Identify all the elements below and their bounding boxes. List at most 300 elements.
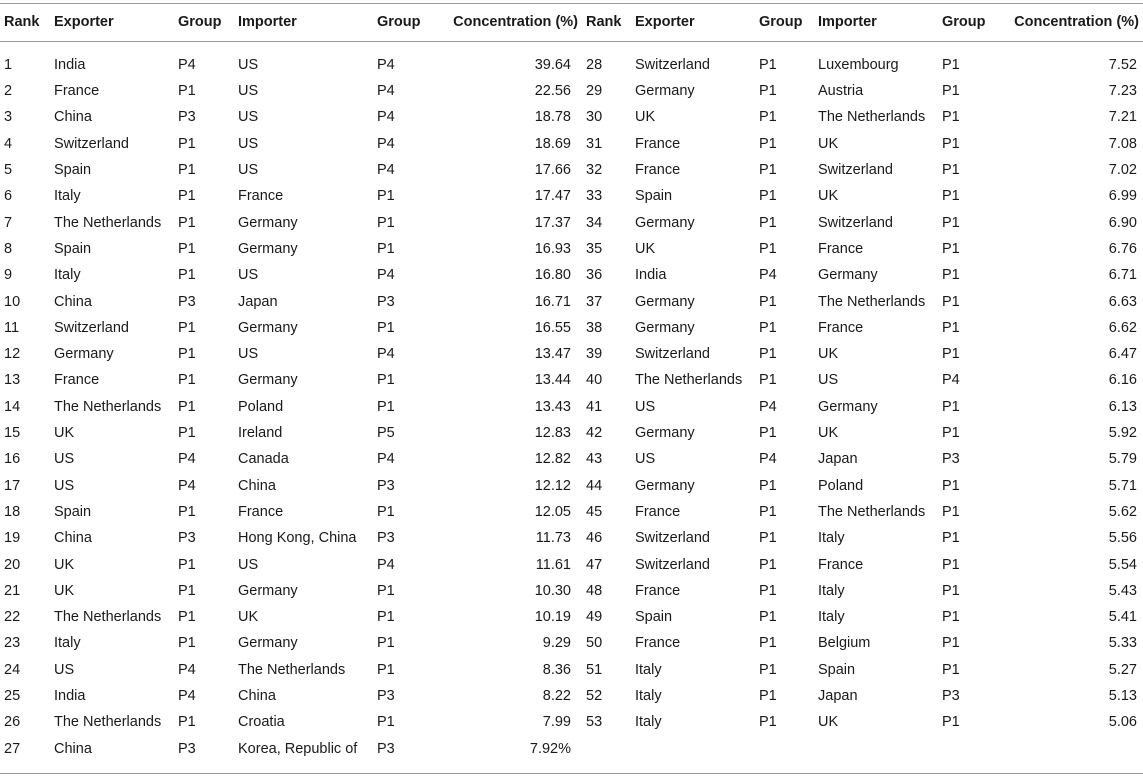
cell-right-concentration: 5.41 — [1108, 609, 1137, 626]
cell-right-rank: 30 — [586, 109, 603, 126]
cell-right-importer-group: P1 — [942, 530, 960, 547]
cell-left-rank: 16 — [4, 451, 21, 468]
col-header-exporter-group-2: Group — [759, 14, 803, 30]
cell-left-rank: 11 — [4, 319, 20, 336]
cell-left-rank: 17 — [4, 477, 21, 494]
cell-right-importer: The Netherlands — [818, 109, 926, 126]
cell-left-concentration: 39.64 — [534, 56, 571, 73]
cell-left-exporter: Italy — [54, 267, 81, 284]
cell-right-exporter-group: P1 — [759, 162, 777, 179]
cell-right-exporter: Germany — [635, 425, 695, 442]
cell-left-exporter: US — [54, 451, 75, 468]
cell-right-exporter-group: P1 — [759, 240, 777, 257]
cell-left-concentration: 16.71 — [534, 293, 571, 310]
cell-left-importer: US — [238, 556, 259, 573]
cell-right-exporter-group: P1 — [759, 346, 777, 363]
cell-right-exporter: Italy — [635, 714, 662, 731]
cell-right-rank: 53 — [586, 714, 603, 731]
table-row — [0, 157, 1143, 183]
cell-right-rank: 46 — [586, 530, 603, 547]
cell-right-concentration — [998, 736, 1143, 762]
cell-right-importer-group — [938, 736, 998, 762]
cell-left-concentration: 7.99 — [542, 714, 571, 731]
cell-right-concentration: 5.71 — [1108, 477, 1137, 494]
cell-right-importer: France — [818, 319, 864, 336]
cell-right-concentration: 6.13 — [1108, 398, 1137, 415]
cell-left-concentration: 7.92% — [529, 740, 571, 757]
concentration-table — [0, 4, 1143, 762]
cell-right-importer: Luxembourg — [818, 56, 899, 73]
cell-left-importer: Germany — [238, 582, 298, 599]
cell-left-exporter: The Netherlands — [54, 398, 162, 415]
cell-left-concentration: 16.80 — [534, 267, 571, 284]
cell-right-exporter-group: P1 — [759, 135, 777, 152]
bottom-rule — [0, 773, 1143, 774]
cell-left-exporter-group: P1 — [178, 346, 196, 363]
cell-left-exporter: UK — [54, 556, 75, 573]
cell-right-exporter: The Netherlands — [635, 372, 743, 389]
cell-right-exporter: Switzerland — [635, 556, 710, 573]
cell-right-rank: 49 — [586, 609, 603, 626]
cell-right-exporter: UK — [635, 240, 656, 257]
table-row — [0, 105, 1143, 131]
cell-left-importer-group: P1 — [377, 240, 395, 257]
cell-left-exporter-group: P4 — [178, 688, 196, 705]
cell-right-exporter: Switzerland — [635, 56, 710, 73]
cell-right-importer-group: P1 — [942, 56, 960, 73]
cell-left-importer-group: P1 — [377, 319, 395, 336]
cell-left-exporter-group: P3 — [178, 530, 196, 547]
cell-right-importer: France — [818, 556, 864, 573]
cell-left-exporter-group: P3 — [178, 740, 196, 757]
cell-left-importer: Hong Kong, China — [238, 530, 357, 547]
cell-left-concentration: 17.37 — [534, 214, 571, 231]
table-row — [0, 131, 1143, 157]
cell-right-exporter: Switzerland — [635, 346, 710, 363]
col-header-rank: Rank — [4, 14, 40, 30]
cell-left-exporter: Switzerland — [54, 135, 129, 152]
cell-right-importer: Poland — [818, 477, 864, 494]
table-row — [0, 78, 1143, 104]
cell-right-concentration: 5.27 — [1108, 661, 1137, 678]
cell-right-importer: UK — [818, 135, 839, 152]
cell-right-importer-group: P1 — [942, 477, 960, 494]
cell-right-concentration: 6.47 — [1108, 346, 1137, 363]
cell-right-concentration: 5.54 — [1108, 556, 1137, 573]
cell-right-exporter-group: P1 — [759, 214, 777, 231]
cell-left-exporter: France — [54, 83, 100, 100]
cell-right-rank: 45 — [586, 503, 603, 520]
cell-left-exporter-group: P1 — [178, 635, 196, 652]
table-row — [0, 473, 1143, 499]
cell-left-importer-group: P1 — [377, 214, 395, 231]
cell-right-importer-group: P1 — [942, 503, 960, 520]
cell-left-importer-group: P4 — [377, 109, 395, 126]
col-header-exporter-group: Group — [178, 14, 222, 30]
cell-right-exporter-group — [755, 736, 814, 762]
cell-left-concentration: 16.93 — [534, 240, 571, 257]
cell-right-importer: Germany — [818, 267, 878, 284]
col-header-importer-2: Importer — [818, 14, 877, 30]
cell-right-importer-group: P1 — [942, 293, 960, 310]
table-row — [0, 262, 1143, 288]
cell-right-concentration: 6.99 — [1108, 188, 1137, 205]
cell-right-concentration: 6.71 — [1108, 267, 1137, 284]
cell-left-rank: 22 — [4, 609, 21, 626]
cell-right-exporter: Germany — [635, 214, 695, 231]
cell-right-importer: Switzerland — [818, 214, 893, 231]
cell-left-rank: 26 — [4, 714, 21, 731]
cell-right-rank: 50 — [586, 635, 603, 652]
cell-left-importer: Korea, Republic of — [238, 740, 358, 757]
cell-left-concentration: 17.66 — [534, 162, 571, 179]
cell-left-exporter-group: P4 — [178, 56, 196, 73]
cell-right-exporter — [631, 736, 755, 762]
cell-left-exporter: Spain — [54, 162, 92, 179]
cell-right-exporter: Switzerland — [635, 530, 710, 547]
cell-right-importer-group: P3 — [942, 451, 960, 468]
cell-right-exporter-group: P1 — [759, 635, 777, 652]
cell-right-exporter: France — [635, 582, 681, 599]
cell-right-exporter: UK — [635, 109, 656, 126]
cell-left-importer: Croatia — [238, 714, 285, 731]
cell-right-importer-group: P1 — [942, 162, 960, 179]
cell-right-exporter: US — [635, 451, 656, 468]
table-row — [0, 289, 1143, 315]
cell-right-exporter-group: P1 — [759, 609, 777, 626]
cell-right-exporter: Germany — [635, 83, 695, 100]
cell-right-concentration: 5.92 — [1108, 425, 1137, 442]
cell-right-rank: 36 — [586, 267, 603, 284]
cell-right-importer-group: P1 — [942, 135, 960, 152]
cell-left-exporter: Spain — [54, 503, 92, 520]
cell-left-importer-group: P3 — [377, 293, 395, 310]
cell-right-importer-group: P1 — [942, 109, 960, 126]
cell-right-importer-group: P1 — [942, 240, 960, 257]
cell-left-exporter-group: P1 — [178, 319, 196, 336]
header-row — [0, 4, 1143, 40]
cell-right-importer: Spain — [818, 661, 856, 678]
cell-left-concentration: 16.55 — [534, 319, 571, 336]
cell-left-importer-group: P1 — [377, 188, 395, 205]
cell-right-rank: 37 — [586, 293, 603, 310]
cell-right-concentration: 7.52 — [1108, 56, 1137, 73]
cell-right-exporter-group: P1 — [759, 293, 777, 310]
cell-right-rank: 44 — [586, 477, 603, 494]
cell-left-exporter: Italy — [54, 188, 81, 205]
cell-right-concentration: 5.06 — [1108, 714, 1137, 731]
cell-left-importer-group: P1 — [377, 372, 395, 389]
cell-right-exporter: Italy — [635, 688, 662, 705]
cell-right-concentration: 5.13 — [1108, 688, 1137, 705]
cell-left-importer-group: P4 — [377, 556, 395, 573]
cell-right-exporter-group: P1 — [759, 530, 777, 547]
cell-right-importer-group: P1 — [942, 425, 960, 442]
table-row — [0, 341, 1143, 367]
cell-right-importer-group: P1 — [942, 267, 960, 284]
cell-left-concentration: 18.69 — [534, 135, 571, 152]
cell-left-exporter-group: P1 — [178, 162, 196, 179]
cell-left-concentration: 22.56 — [534, 83, 571, 100]
cell-left-concentration: 13.47 — [534, 346, 571, 363]
cell-left-importer: US — [238, 135, 259, 152]
cell-right-rank — [582, 736, 631, 762]
table-row — [0, 446, 1143, 472]
cell-right-importer: Japan — [818, 451, 858, 468]
cell-left-importer-group: P4 — [377, 162, 395, 179]
cell-right-importer-group: P1 — [942, 582, 960, 599]
cell-left-rank: 23 — [4, 635, 21, 652]
cell-left-importer-group: P4 — [377, 346, 395, 363]
cell-right-exporter: India — [635, 267, 667, 284]
cell-right-importer — [814, 736, 938, 762]
table-row — [0, 578, 1143, 604]
col-header-exporter: Exporter — [54, 14, 114, 30]
cell-right-importer: The Netherlands — [818, 293, 926, 310]
cell-right-exporter: US — [635, 398, 656, 415]
cell-left-exporter-group: P1 — [178, 609, 196, 626]
cell-right-importer-group: P3 — [942, 688, 960, 705]
cell-right-importer: Japan — [818, 688, 858, 705]
cell-left-exporter: The Netherlands — [54, 714, 162, 731]
cell-right-rank: 40 — [586, 372, 603, 389]
cell-left-exporter-group: P1 — [178, 267, 196, 284]
cell-left-importer-group: P3 — [377, 530, 395, 547]
cell-left-exporter: Switzerland — [54, 319, 129, 336]
cell-left-rank: 19 — [4, 530, 21, 547]
cell-left-rank: 21 — [4, 582, 21, 599]
table-row — [0, 499, 1143, 525]
cell-right-exporter-group: P1 — [759, 83, 777, 100]
cell-left-exporter: Germany — [54, 346, 114, 363]
cell-right-importer-group: P1 — [942, 661, 960, 678]
cell-right-exporter-group: P1 — [759, 188, 777, 205]
cell-left-exporter: Italy — [54, 635, 81, 652]
table-row — [0, 631, 1143, 657]
cell-left-concentration: 17.47 — [534, 188, 571, 205]
cell-left-exporter: The Netherlands — [54, 214, 162, 231]
table-row — [0, 315, 1143, 341]
cell-right-importer: UK — [818, 346, 839, 363]
cell-right-concentration: 5.33 — [1108, 635, 1137, 652]
cell-left-exporter: France — [54, 372, 100, 389]
col-header-importer: Importer — [238, 14, 297, 30]
cell-right-exporter: Italy — [635, 661, 662, 678]
cell-left-exporter-group: P3 — [178, 109, 196, 126]
cell-left-importer: US — [238, 162, 259, 179]
cell-left-exporter: UK — [54, 582, 75, 599]
cell-left-exporter: China — [54, 293, 92, 310]
cell-left-exporter: India — [54, 688, 86, 705]
cell-right-exporter: Spain — [635, 188, 673, 205]
cell-right-exporter-group: P1 — [759, 372, 777, 389]
cell-right-exporter: Germany — [635, 477, 695, 494]
cell-left-exporter-group: P1 — [178, 582, 196, 599]
cell-left-exporter-group: P3 — [178, 293, 196, 310]
cell-right-exporter: France — [635, 635, 681, 652]
cell-right-rank: 51 — [586, 661, 603, 678]
cell-left-importer: Germany — [238, 635, 298, 652]
cell-right-concentration: 5.43 — [1108, 582, 1137, 599]
cell-right-exporter-group: P1 — [759, 477, 777, 494]
cell-left-exporter-group: P1 — [178, 372, 196, 389]
cell-left-importer-group: P3 — [377, 740, 395, 757]
cell-right-importer: France — [818, 240, 864, 257]
cell-left-exporter-group: P1 — [178, 556, 196, 573]
cell-left-importer-group: P3 — [377, 688, 395, 705]
cell-left-rank: 3 — [4, 109, 13, 126]
cell-right-rank: 28 — [586, 56, 603, 73]
cell-right-rank: 48 — [586, 582, 603, 599]
table-row — [0, 210, 1143, 236]
cell-right-exporter-group: P4 — [759, 398, 777, 415]
cell-left-rank: 10 — [4, 293, 21, 310]
cell-left-importer: UK — [238, 609, 259, 626]
cell-right-importer-group: P1 — [942, 556, 960, 573]
cell-left-rank: 4 — [4, 135, 13, 152]
cell-left-concentration: 8.22 — [542, 688, 571, 705]
cell-left-importer: Japan — [238, 293, 278, 310]
cell-left-importer: Canada — [238, 451, 289, 468]
cell-left-importer-group: P1 — [377, 661, 395, 678]
cell-left-importer: Germany — [238, 214, 298, 231]
cell-right-rank: 31 — [586, 135, 603, 152]
cell-right-importer: US — [818, 372, 839, 389]
cell-left-exporter-group: P1 — [178, 398, 196, 415]
table-row — [0, 368, 1143, 394]
cell-left-exporter: China — [54, 530, 92, 547]
cell-left-exporter: US — [54, 477, 75, 494]
col-header-importer-group: Group — [377, 14, 421, 30]
cell-left-importer-group: P4 — [377, 451, 395, 468]
cell-right-importer: Italy — [818, 609, 845, 626]
cell-left-importer: US — [238, 109, 259, 126]
cell-right-importer-group: P1 — [942, 398, 960, 415]
table-body — [0, 40, 1143, 762]
cell-left-exporter-group: P1 — [178, 425, 196, 442]
cell-left-importer-group: P1 — [377, 609, 395, 626]
cell-right-concentration: 6.90 — [1108, 214, 1137, 231]
cell-left-concentration: 10.30 — [534, 582, 571, 599]
cell-left-importer: China — [238, 477, 276, 494]
table-row — [0, 736, 1143, 762]
cell-left-importer: Germany — [238, 240, 298, 257]
cell-right-rank: 32 — [586, 162, 603, 179]
cell-left-rank: 12 — [4, 346, 21, 363]
cell-right-rank: 39 — [586, 346, 603, 363]
col-header-exporter-2: Exporter — [635, 14, 695, 30]
cell-right-exporter-group: P4 — [759, 451, 777, 468]
cell-left-importer: France — [238, 503, 284, 520]
cell-left-importer-group: P4 — [377, 83, 395, 100]
cell-right-exporter-group: P1 — [759, 688, 777, 705]
cell-right-rank: 34 — [586, 214, 603, 231]
cell-right-importer-group: P4 — [942, 372, 960, 389]
cell-left-rank: 14 — [4, 398, 21, 415]
cell-left-importer-group: P3 — [377, 477, 395, 494]
cell-right-importer: The Netherlands — [818, 503, 926, 520]
cell-left-exporter-group: P1 — [178, 83, 196, 100]
cell-right-exporter-group: P1 — [759, 714, 777, 731]
cell-left-rank: 1 — [4, 56, 13, 73]
cell-left-rank: 13 — [4, 372, 21, 389]
cell-right-exporter-group: P1 — [759, 425, 777, 442]
cell-left-rank: 27 — [4, 740, 21, 757]
cell-right-concentration: 6.76 — [1108, 240, 1137, 257]
cell-left-exporter: India — [54, 56, 86, 73]
cell-left-concentration: 12.83 — [534, 425, 571, 442]
table-row — [0, 394, 1143, 420]
cell-left-exporter-group: P1 — [178, 240, 196, 257]
cell-left-concentration: 12.12 — [534, 477, 571, 494]
cell-right-importer-group: P1 — [942, 635, 960, 652]
cell-right-exporter: Spain — [635, 609, 673, 626]
cell-right-importer: Italy — [818, 582, 845, 599]
cell-right-exporter: France — [635, 135, 681, 152]
cell-left-rank: 8 — [4, 240, 13, 257]
cell-right-rank: 47 — [586, 556, 603, 573]
cell-left-importer: Germany — [238, 372, 298, 389]
cell-left-exporter-group: P1 — [178, 135, 196, 152]
cell-right-rank: 52 — [586, 688, 603, 705]
cell-right-concentration: 7.08 — [1108, 135, 1137, 152]
cell-left-rank: 7 — [4, 214, 13, 231]
cell-left-importer: France — [238, 188, 284, 205]
cell-right-importer-group: P1 — [942, 714, 960, 731]
cell-right-concentration: 7.21 — [1108, 109, 1137, 126]
cell-right-rank: 41 — [586, 398, 603, 415]
cell-right-concentration: 6.16 — [1108, 372, 1137, 389]
table-row — [0, 236, 1143, 262]
cell-right-importer: Germany — [818, 398, 878, 415]
cell-left-concentration: 12.82 — [534, 451, 571, 468]
cell-left-exporter: The Netherlands — [54, 609, 162, 626]
cell-right-importer-group: P1 — [942, 609, 960, 626]
cell-right-importer-group: P1 — [942, 188, 960, 205]
cell-left-exporter-group: P1 — [178, 714, 196, 731]
cell-right-rank: 38 — [586, 319, 603, 336]
table-row — [0, 683, 1143, 709]
cell-right-importer-group: P1 — [942, 83, 960, 100]
cell-left-importer: Ireland — [238, 425, 283, 442]
cell-left-concentration: 11.61 — [535, 556, 571, 573]
cell-right-importer: Austria — [818, 83, 864, 100]
cell-right-importer: Italy — [818, 530, 845, 547]
cell-left-importer-group: P1 — [377, 398, 395, 415]
cell-right-concentration: 6.63 — [1108, 293, 1137, 310]
cell-left-importer-group: P1 — [377, 714, 395, 731]
cell-right-importer: Switzerland — [818, 162, 893, 179]
cell-left-importer-group: P1 — [377, 582, 395, 599]
cell-right-importer-group: P1 — [942, 319, 960, 336]
cell-left-importer: US — [238, 267, 259, 284]
cell-right-exporter-group: P1 — [759, 582, 777, 599]
cell-left-concentration: 11.73 — [535, 530, 571, 547]
cell-left-exporter: US — [54, 661, 75, 678]
cell-left-importer-group: P1 — [377, 635, 395, 652]
cell-left-exporter-group: P1 — [178, 188, 196, 205]
cell-right-exporter-group: P1 — [759, 661, 777, 678]
cell-left-importer: The Netherlands — [238, 661, 346, 678]
cell-left-rank: 2 — [4, 83, 13, 100]
cell-right-concentration: 6.62 — [1108, 319, 1137, 336]
cell-left-importer: US — [238, 83, 259, 100]
cell-right-exporter: Germany — [635, 319, 695, 336]
cell-right-exporter: Germany — [635, 293, 695, 310]
cell-right-importer: UK — [818, 425, 839, 442]
table-row — [0, 657, 1143, 683]
cell-right-exporter: France — [635, 503, 681, 520]
